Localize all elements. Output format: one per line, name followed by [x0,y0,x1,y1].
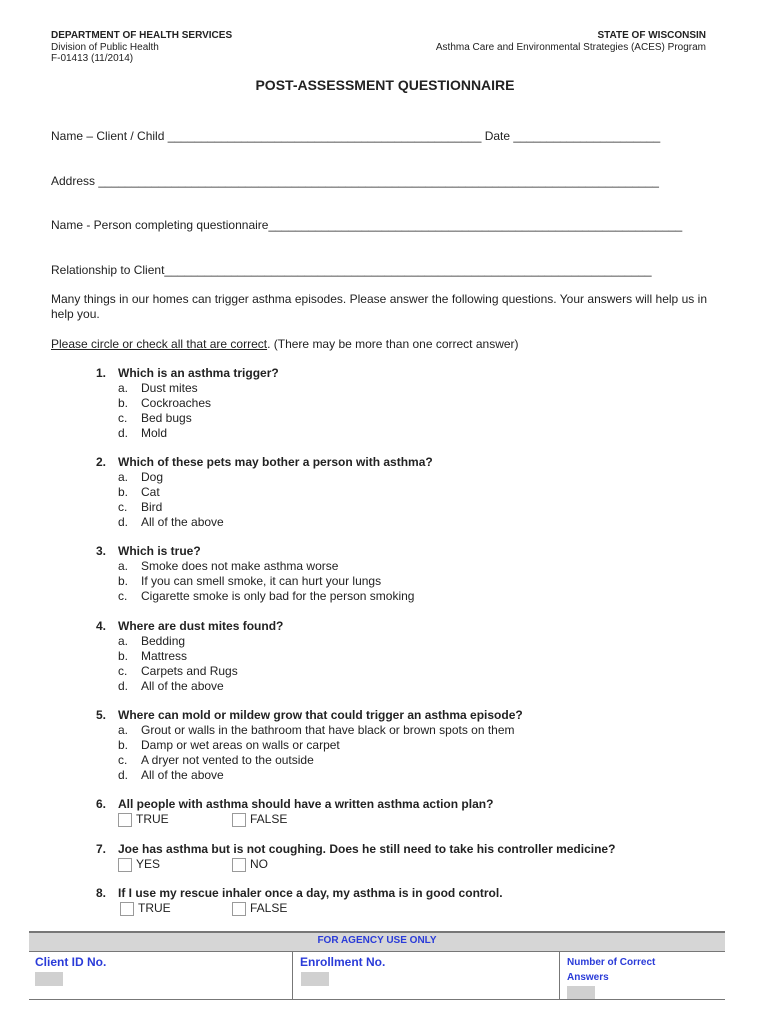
correct-answers-cell [561,952,725,999]
question-text: Which is true? [118,544,201,558]
true-label: TRUE [136,812,169,826]
option-item[interactable]: b. Mattress [118,649,188,663]
false-checkbox[interactable] [232,902,246,916]
agency-use-heading: FOR AGENCY USE ONLY [29,931,725,952]
option-item[interactable]: a. Bedding [118,634,186,648]
option-item[interactable]: d. All of the above [118,515,224,529]
question-text: All people with asthma should have a written asthma action plan? [118,797,494,811]
question-text: If I use my rescue inhaler once a day, my asthma is in good control. [118,886,503,900]
question-6 [96,797,493,828]
question-5 [96,708,523,783]
form-number: F-01413 (11/2014) [51,53,134,64]
question-text: Which is an asthma trigger? [118,366,279,380]
correct-answers-label-2: Answers [567,972,609,983]
true-checkbox[interactable] [118,813,132,827]
option-item[interactable]: a. Smoke does not make asthma worse [118,559,339,573]
question-text: Joe has asthma but is not coughing. Does he still need to take his controller medicine? [118,842,616,856]
no-checkbox[interactable] [232,858,246,872]
true-label: TRUE [138,901,171,915]
question-number: 3. [96,544,107,558]
option-item[interactable]: c. Bird [118,500,163,514]
division-name: Division of Public Health [51,41,159,53]
option-item[interactable]: b. Cat [118,485,160,499]
false-checkbox[interactable] [232,813,246,827]
question-number: 8. [96,886,107,900]
false-label: FALSE [250,812,288,826]
intro-text: Many things in our homes can trigger asthma episodes. Please answer the following questions. Your answers will help us in help you. [51,292,707,321]
enrollment-label: Enrollment No. [300,955,386,969]
client-id-label: Client ID No. [35,955,107,969]
option-item[interactable]: c. Cigarette smoke is only bad for the person smoking [118,589,415,603]
agency-use-table [29,931,725,997]
question-number: 5. [96,708,107,722]
instructions [51,337,519,351]
option-item[interactable]: b. Damp or wet areas on walls or carpet [118,738,340,752]
false-label: FALSE [250,901,288,915]
question-3 [96,544,414,604]
option-item[interactable]: d. All of the above [118,679,224,693]
option-item[interactable]: c. A dryer not vented to the outside [118,753,314,767]
enrollment-cell [294,952,560,999]
no-label: NO [250,857,268,871]
enrollment-input[interactable] [301,972,329,986]
question-text: Which of these pets may bother a person with asthma? [118,455,433,469]
question-text: Where are dust mites found? [118,619,284,633]
question-text: Where can mold or mildew grow that could trigger an asthma episode? [118,708,523,722]
option-item[interactable]: c. Bed bugs [118,411,192,425]
program-name: Asthma Care and Environmental Strategies (ACES) Program [435,41,706,53]
instructions-underlined: Please circle or check all that are correct [51,337,268,351]
question-8 [96,886,503,917]
question-number: 2. [96,455,107,469]
address-field[interactable]: Address ____________________________________________________________________________________ [51,174,659,188]
question-4 [96,619,283,694]
question-2 [96,455,433,530]
header-left [51,30,232,65]
option-item[interactable]: b. Cockroaches [118,396,212,410]
correct-answers-label-1: Number of Correct [567,957,656,968]
option-item[interactable]: a. Grout or walls in the bathroom that have black or brown spots on them [118,723,515,737]
option-item[interactable]: d. All of the above [118,768,224,782]
question-number: 4. [96,619,107,633]
instructions-rest: . (There may be more than one correct answer) [267,337,519,351]
question-1 [96,366,279,441]
relationship-field[interactable]: Relationship to Client_________________________________________________________________________ [51,263,652,277]
correct-answers-input[interactable] [567,986,595,999]
option-item[interactable]: c. Carpets and Rugs [118,664,238,678]
question-number: 6. [96,797,107,811]
yes-checkbox[interactable] [118,858,132,872]
option-item[interactable]: a. Dust mites [118,381,198,395]
option-item[interactable]: a. Dog [118,470,164,484]
client-name-date-field[interactable]: Name – Client / Child _______________________________________________ Date ______________________ [51,129,661,143]
question-number: 7. [96,842,107,856]
true-checkbox[interactable] [120,902,134,916]
yes-label: YES [136,857,161,871]
option-item[interactable]: d. Mold [118,426,168,440]
header-right [436,30,706,53]
option-item[interactable]: b. If you can smell smoke, it can hurt your lungs [118,574,382,588]
client-id-cell [29,952,293,999]
question-number: 1. [96,366,107,380]
page-title: POST-ASSESSMENT QUESTIONNAIRE [255,77,515,93]
client-id-input[interactable] [35,972,63,986]
question-7 [96,842,615,873]
person-completing-field[interactable]: Name - Person completing questionnaire______________________________________________________________ [51,218,683,232]
department-name: DEPARTMENT OF HEALTH SERVICES [51,30,233,41]
state-name: STATE OF WISCONSIN [597,30,706,41]
